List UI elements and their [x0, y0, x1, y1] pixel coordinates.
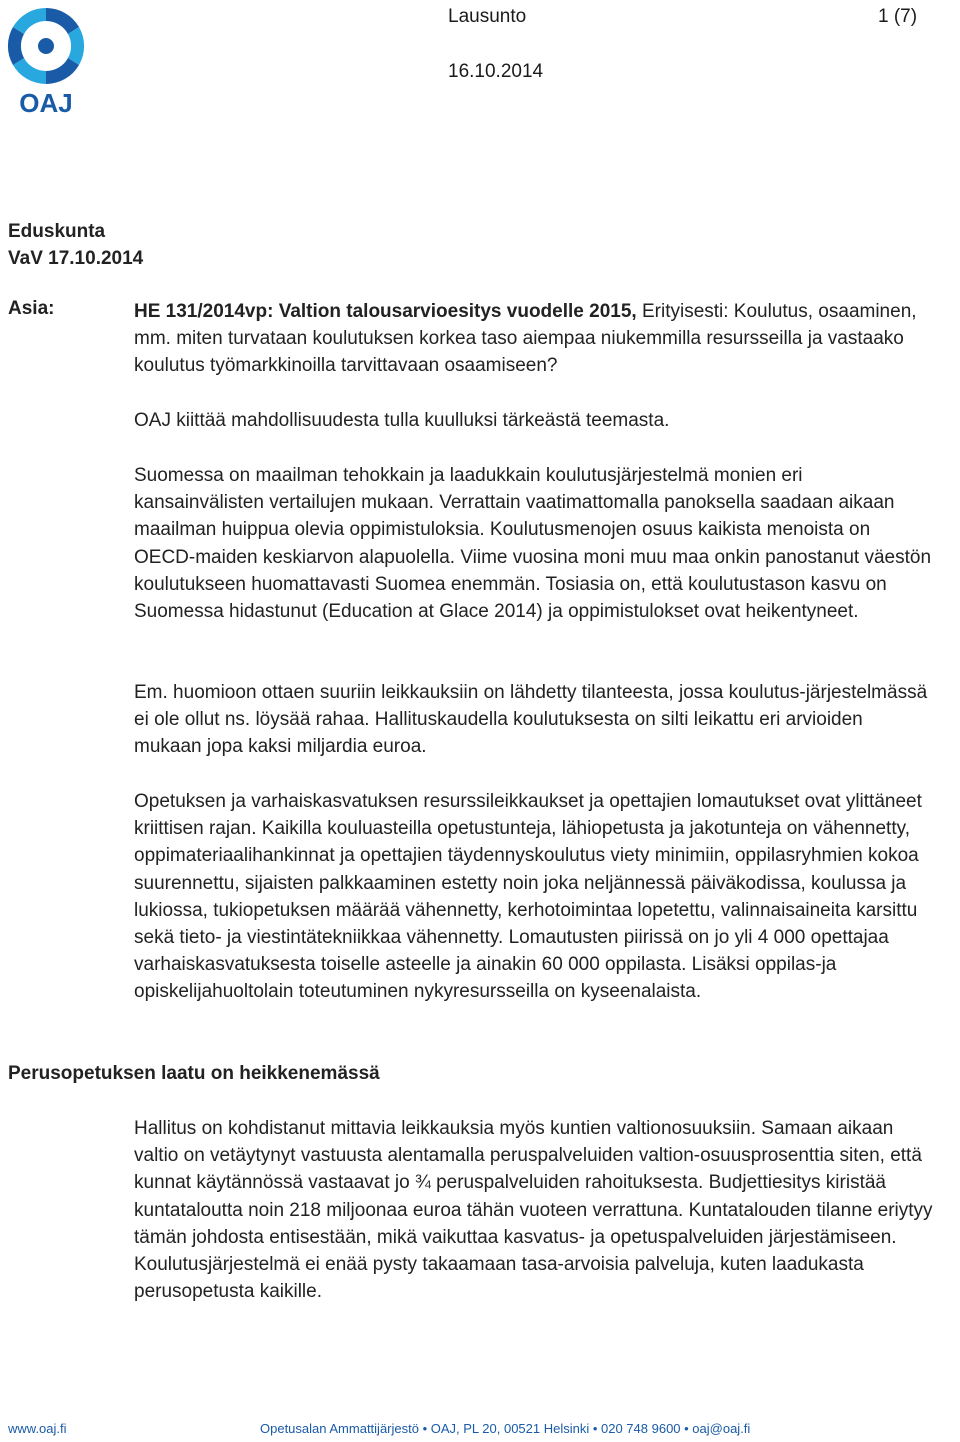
document-date: 16.10.2014 — [448, 61, 544, 82]
paragraph-education-system: Suomessa on maailman tehokkain ja laadukkain koulutusjärjestelmä monien eri kansainvälisten vertailujen mukaan. Verrattain vaatimattomalla panoksella saadaan aikaan maailman huippua olevia oppimistuloksia. Koulutusmenojen osuus kaikista menoista on OECD-maiden keskiarvon alapuolella. Viime vuosina moni muu maa onkin panostanut väestön koulutukseen huomattavasti Suomea enemmän. Tosiasia on, että koulutustason kasvu on Suomessa hidastunut (Education at Glace 2014) ja oppimistulokset ovat heikentyneet. — [134, 465, 932, 623]
subject-text — [134, 298, 934, 379]
document-type: Lausunto — [448, 6, 527, 27]
page-number: 1 (7) — [878, 6, 918, 27]
oaj-logo — [4, 4, 88, 116]
oaj-logo-mark — [4, 4, 88, 116]
footer-website-link[interactable]: www.oaj.fi — [8, 1421, 67, 1436]
paragraph-budget-cuts: Em. huomioon ottaen suuriin leikkauksiin on lähdetty tilanteesta, jossa koulutus-järjestelmässä ei ole ollut ns. löysää rahaa. Hallituskaudella koulutuksesta on silti leikattu eri arvioiden mukaan jopa kaksi miljardia euroa. — [134, 682, 928, 758]
subject-detail: Erityisesti: Koulutus, osaaminen, mm. miten turvataan koulutuksen korkea taso aiempaa niukemmilla resursseilla ja vastaako koulutus työmarkkinoilla tarvittavaan osaamiseen? — [134, 301, 917, 376]
subject-label: Asia: — [8, 298, 55, 319]
footer-contact-info: Opetusalan Ammattijärjestö • OAJ, PL 20, 00521 Helsinki • 020 748 9600 • oaj@oaj.fi — [260, 1421, 751, 1436]
paragraph-thanks: OAJ kiittää mahdollisuudesta tulla kuulluksi tärkeästä teemasta. — [134, 410, 670, 431]
paragraph-resource-cuts: Opetuksen ja varhaiskasvatuksen resurssileikkaukset ja opettajien lomautukset ovat ylittäneet kriittisen rajan. Kaikilla kouluasteilla opetustunteja, lähiopetusta ja jakotunteja on vähennetty, oppimateriaalihankinnat ja opettajien täydennyskoulutus viety minimiin, oppilasryhmien kokoa suurennettu, sijaisten palkkaaminen estetty noin joka neljännessä päiväkodissa, koulussa ja lukiossa, tukiopetuksen määrää vähennetty, kerhotoimintaa lopetettu, valinnaisaineita karsittu sekä tieto- ja viestintätekniikkaa vähennetty. Lomautusten piirissä on jo yli 4 000 opettajaa varhaiskasvatuksesta toiselle asteelle ja ainakin 60 000 oppilasta. Lisäksi oppilas-ja opiskelijahuoltolain toteutuminen nykyresursseilla on kyseenalaista. — [134, 791, 922, 1003]
logo-text: OAJ — [19, 88, 73, 116]
section-heading: Perusopetuksen laatu on heikkenemässä — [8, 1063, 380, 1084]
recipient-block — [8, 218, 143, 272]
recipient-reference: VaV 17.10.2014 — [8, 248, 144, 269]
subject-title: HE 131/2014vp: Valtion talousarvioesitys vuodelle 2015, — [134, 301, 637, 322]
paragraph-municipal-funding: Hallitus on kohdistanut mittavia leikkauksia myös kuntien valtionosuuksiin. Samaan aikaan valtio on vetäytynyt vastuusta alentamalla peruspalveluiden valtion-osuusprosenttia siten, että kunnat käytännössä vastaavat jo ¾ peruspalveluiden rahoituksesta. Budjettiesitys kiristää kuntataloutta noin 218 miljoonaa euroa tähän vuoteen verrattuna. Kuntatalouden tilanne eriytyy tämän johdosta entisestään, mikä vaikuttaa kasvatus- ja opetuspalveluiden järjestämiseen. Koulutusjärjestelmä ei enää pysty takaamaan tasa-arvoisia palveluja, kuten laadukasta perusopetusta kaikille. — [134, 1118, 933, 1303]
recipient-name: Eduskunta — [8, 221, 106, 242]
